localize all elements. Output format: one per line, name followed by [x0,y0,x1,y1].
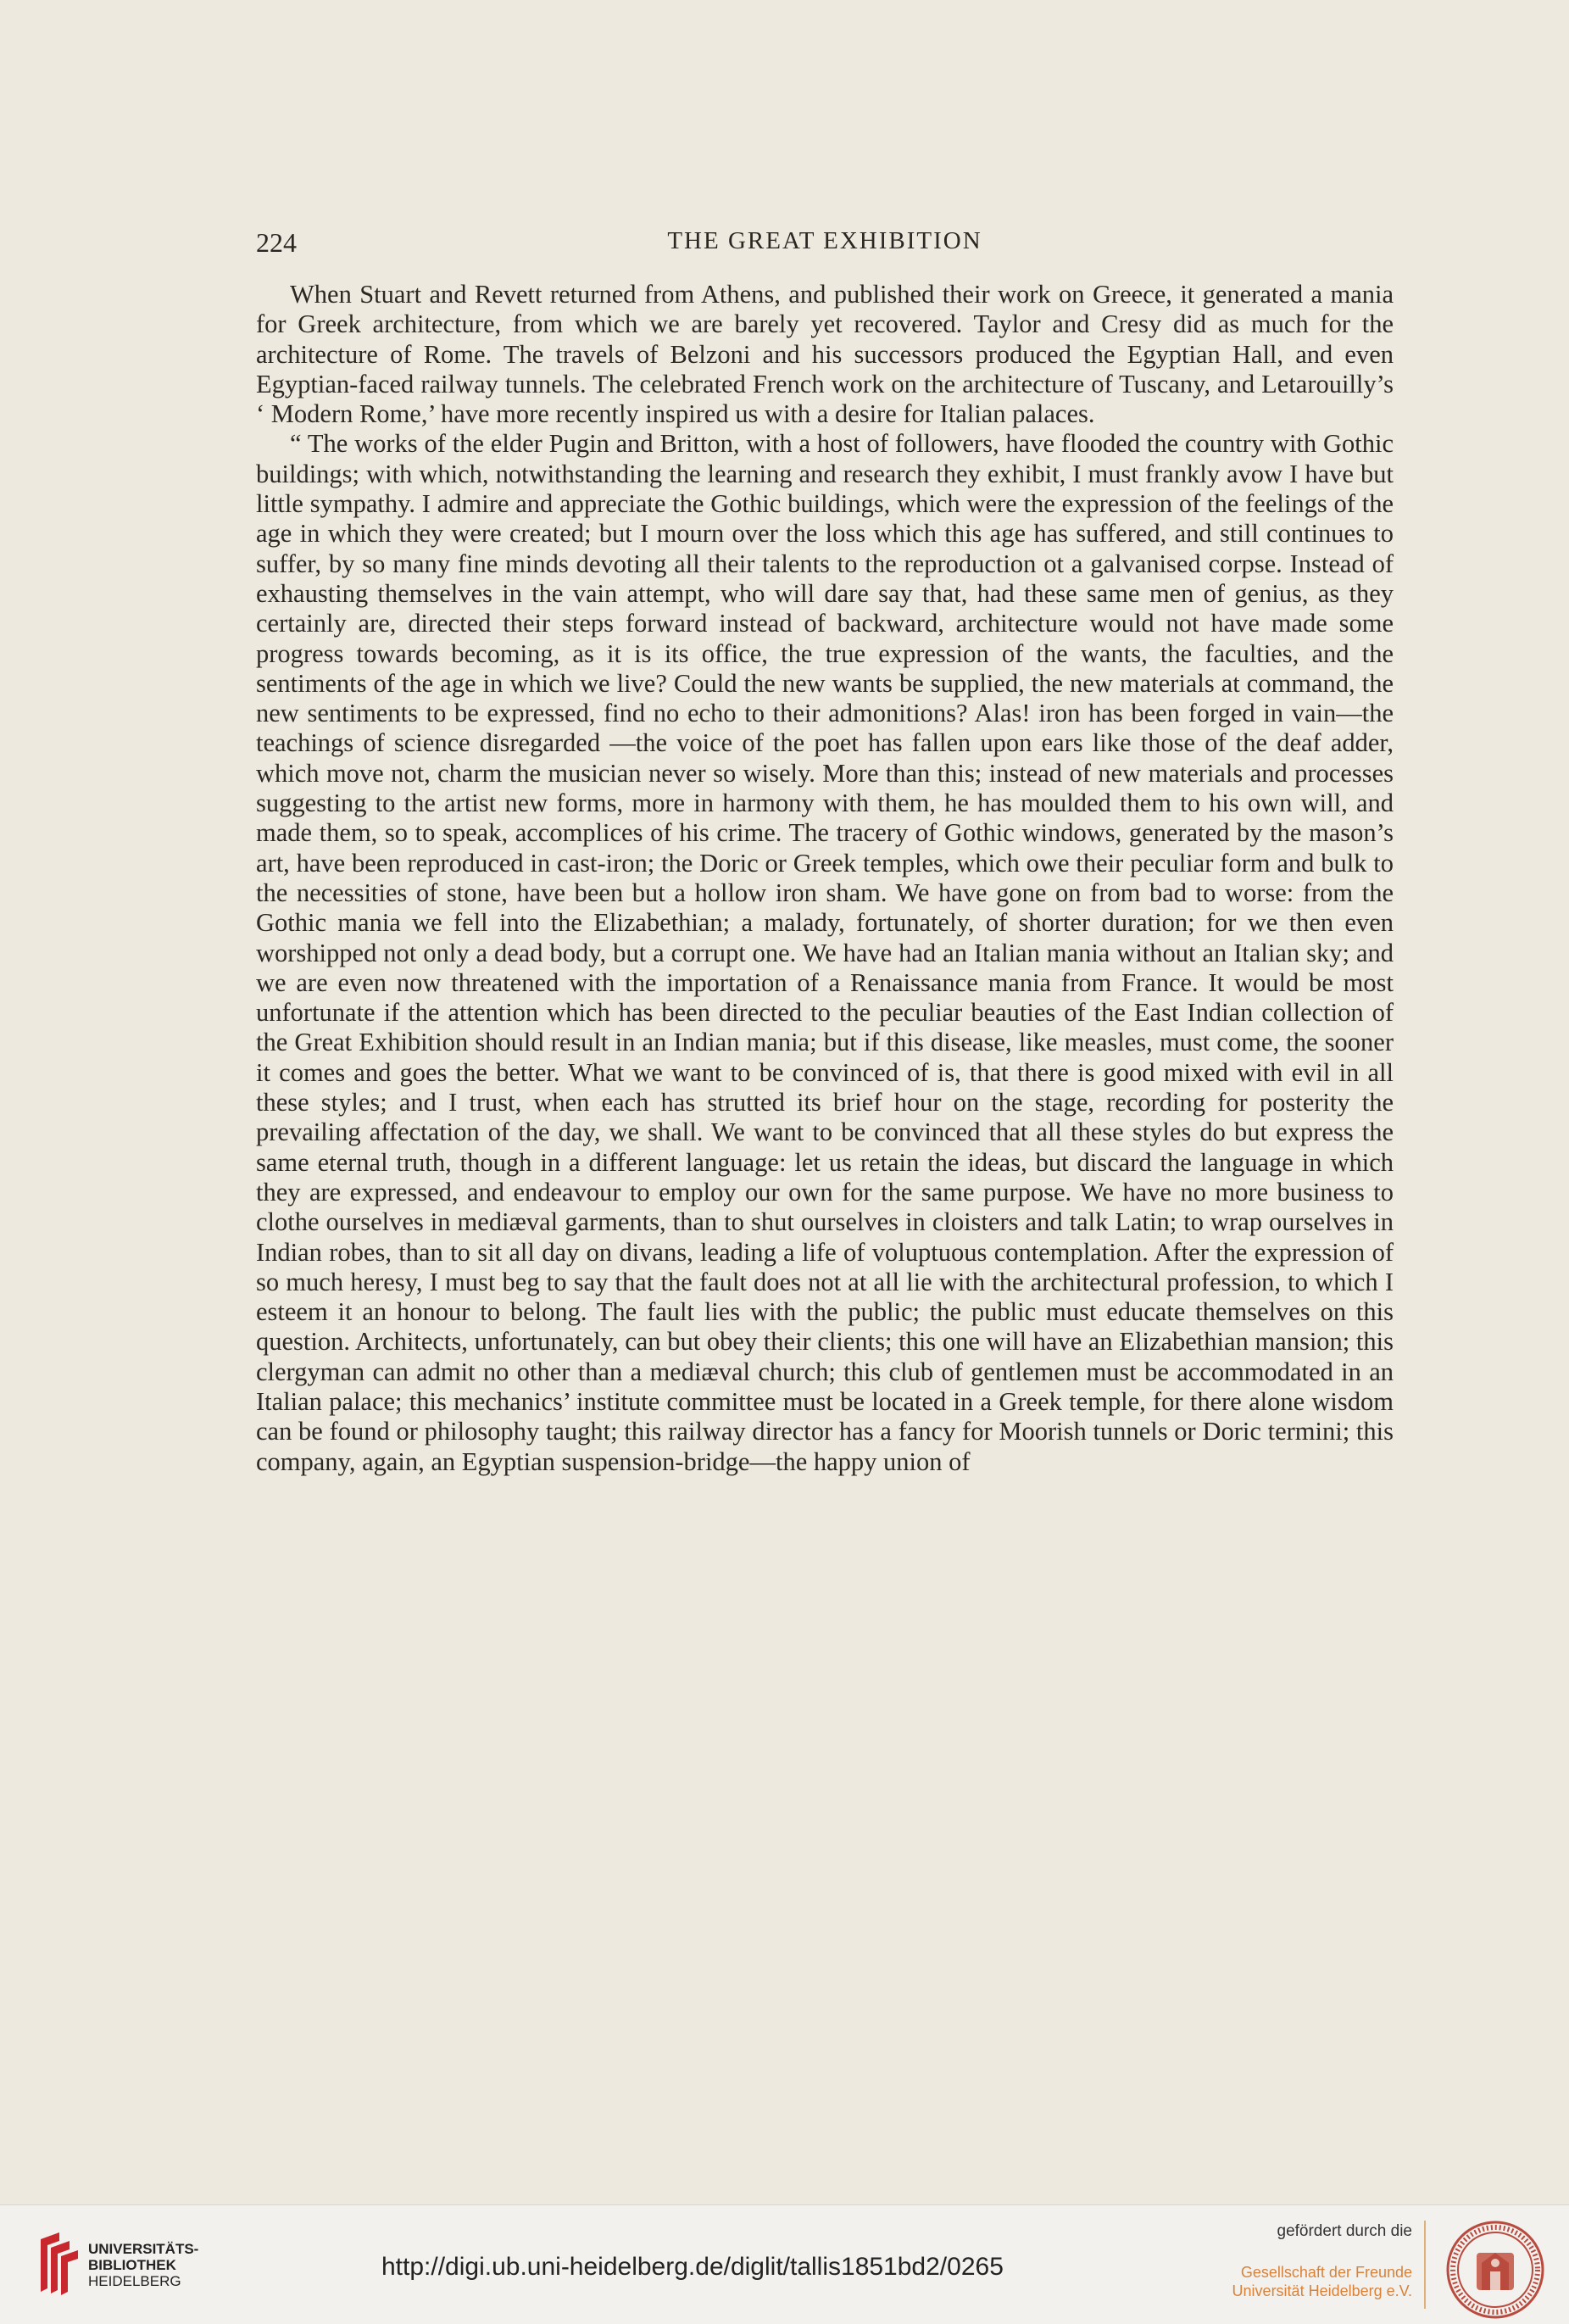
library-name-line: HEIDELBERG [88,2273,181,2289]
sponsor-org [1210,2263,1412,2300]
page-number: 224 [256,227,297,258]
sponsor-org-line: Universität Heidelberg e.V. [1232,2282,1412,2299]
library-name-line: BIBLIOTHEK [88,2257,176,2273]
library-logo-icon [36,2229,81,2297]
paragraph: When Stuart and Revett returned from Athens, and published their work on Greece, it generated a mania for Greek architecture, from which we are barely yet recovered. Taylor and Cresy did as much for the architecture of Rome. The travels of Belzoni and his successors produced the Egyptian Hall, and even Egyptian-faced railway tunnels. The celebrated French work on the architecture of Tuscany, and Letarouilly’s ‘ Modern Rome,’ have more recently inspired us with a desire for Italian palaces. [256,280,1394,429]
body-text [256,280,1394,1477]
page-title: THE GREAT EXHIBITION [667,227,982,254]
running-head [256,227,1394,261]
digitization-footer [0,2204,1569,2324]
university-seal-icon [1444,2219,1546,2321]
sponsor-org-line: Gesellschaft der Freunde [1240,2264,1412,2281]
library-name-line: UNIVERSITÄTS- [88,2241,199,2257]
permalink-url[interactable]: http://digi.ub.uni-heidelberg.de/diglit/tallis1851bd2/0265 [381,2253,1004,2281]
sponsor-lead: gefördert durch die [1277,2222,1412,2240]
divider [1424,2221,1426,2309]
paragraph: “ The works of the elder Pugin and Britton, with a host of followers, have flooded the country with Gothic buildings; with which, notwithstanding the learning and research they exhibit, I must frankly avow I have but little sympathy. I admire and appreciate the Gothic buildings, which were the expression of the feelings of the age in which they were created; but I mourn over the loss which this age has suffered, and still continues to suffer, by so many fine minds devoting all their talents to the reproduction ot a galvanised corpse. Instead of exhausting themselves in the vain attempt, who will dare say that, had these same men of genius, as they certainly are, directed their steps forward instead of backward, architecture would not have made some progress towards becoming, as it is its office, the true expression of the wants, the faculties, and the sentiments of the age in which we live? Could the new wants be supplied, the new materials at command, the new sentiments to be expressed, find no echo to their admonitions? Alas! iron has been forged in vain—the teachings of science disregarded —the voice of the poet has fallen upon ears like those of the deaf adder, which move not, charm the musician never so wisely. More than this; instead of new materials and processes suggesting to the artist new forms, more in harmony with them, he has moulded them to his own will, and made them, so to speak, accomplices of his crime. The tracery of Gothic windows, generated by the mason’s art, have been reproduced in cast-iron; the Doric or Greek temples, which owe their peculiar form and bulk to the necessities of stone, have been but a hollow iron sham. We have gone on from bad to worse: from the Gothic mania we fell into the Elizabethian; a malady, fortunately, of shorter duration; for we then even worshipped not only a dead body, but a corrupt one. We have had an Italian mania without an Italian sky; and we are even now threatened with the importation of a Renaissance mania from France. It would be most unfortunate if the attention which has been directed to the peculiar beauties of the East Indian collection of the Great Exhibition should result in an Indian mania; but if this disease, like measles, must come, the sooner it comes and goes the better. What we want to be convinced of is, that there is good mixed with evil in all these styles; and I trust, when each has strutted its brief hour on the stage, recording for posterity the prevailing affectation of the day, we shall. We want to be convinced that all these styles do but express the same eternal truth, though in a different language: let us retain the ideas, but discard the language in which they are expressed, and endeavour to employ our own for the same purpose. We have no more business to clothe ourselves in mediæval garments, than to shut ourselves in cloisters and talk Latin; to wrap ourselves in Indian robes, than to sit all day on divans, leading a life of voluptuous contemplation. After the expression of so much heresy, I must beg to say that the fault does not at all lie with the architectural profession, to which I esteem it an honour to belong. The fault lies with the public; the public must educate themselves on this question. Architects, unfortunately, can but obey their clients; this one will have an Elizabethian mansion; this clergyman can admit no other than a mediæval church; this club of gentlemen must be accommodated in an Italian palace; this mechanics’ institute committee must be located in a Greek temple, for there alone wisdom can be found or philosophy taught; this railway director has a fancy for Moorish tunnels or Doric termini; this company, again, an Egyptian suspension-bridge—the happy union of [256,429,1394,1476]
library-name [88,2241,198,2289]
sponsor-credit [1210,2222,1412,2300]
